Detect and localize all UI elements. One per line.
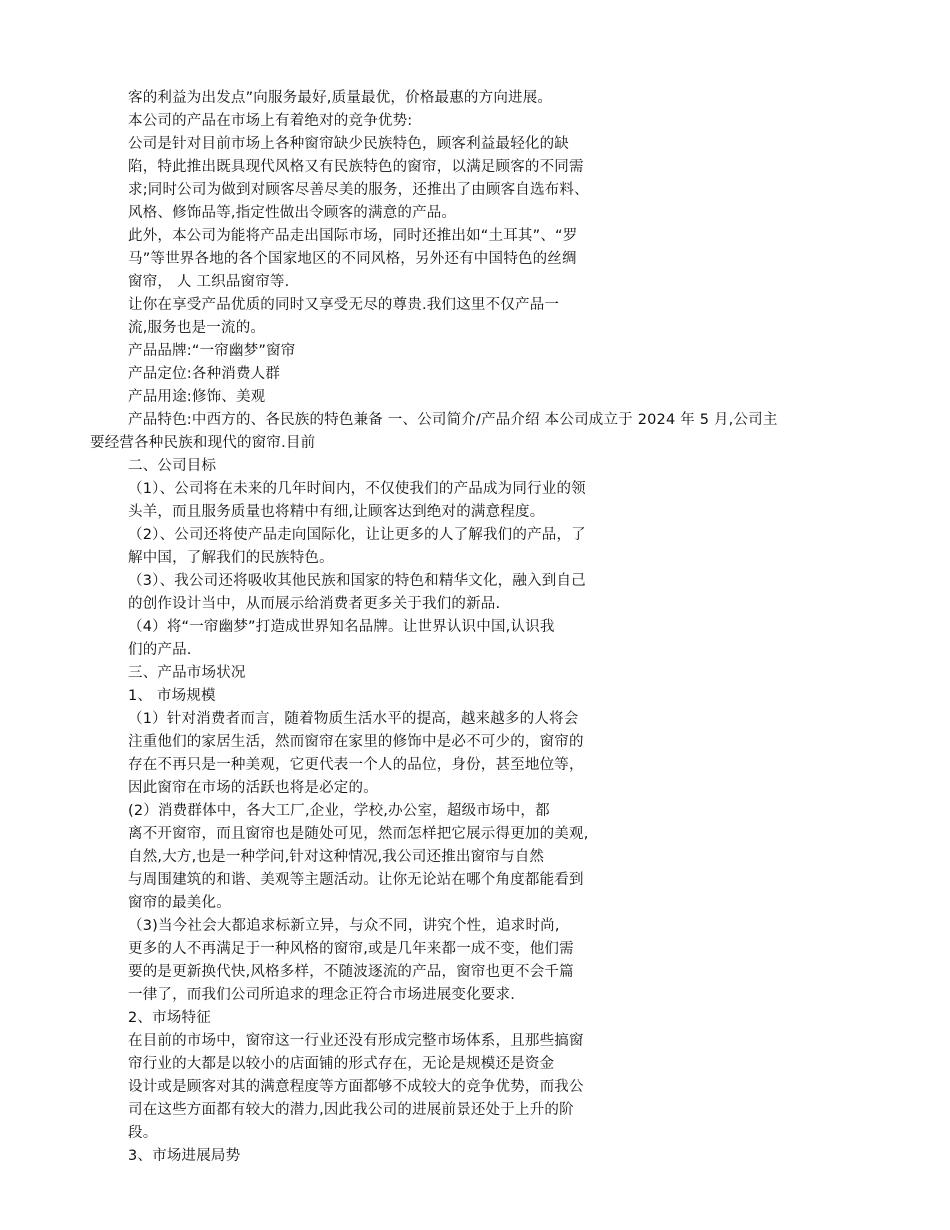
subsection-heading: 3、市场进展局势	[128, 1148, 241, 1164]
text-line: 注重他们的家居生活，然而窗帘在家里的修饰中是必不可少的，窗帘的	[128, 734, 584, 750]
subsection-heading: 2、市场特征	[128, 1010, 211, 1026]
text-line: 本公司的产品在市场上有着绝对的竞争优势:	[128, 113, 413, 129]
text-line: 产品定位:各种消费人群	[128, 366, 281, 382]
text-line: 要经营各种民族和现代的窗帘.目前	[90, 435, 316, 451]
text-line: 离不开窗帘，而且窗帘也是随处可见，然而怎样把它展示得更加的美观,	[128, 826, 589, 842]
text-line: 帘行业的大都是以较小的店面铺的形式存在，无论是规模还是资金	[128, 1056, 555, 1072]
text-line: 段。	[128, 1125, 158, 1141]
text-line: 客的利益为出发点”向服务最好,质量最优，价格最惠的方向进展。	[128, 90, 553, 106]
section-heading: 三、产品市场状况	[128, 665, 246, 681]
text-line: 马”等世界各地的各个国家地区的不同风格，另外还有中国特色的丝绸	[128, 251, 577, 267]
text-line: 头羊，而且服务质量也将精中有细,让顾客达到绝对的满意程度。	[128, 504, 545, 520]
text-line: 解中国，了解我们的民族特色。	[128, 550, 334, 566]
text-line: 陷，特此推出既具现代风格又有民族特色的窗帘，以满足顾客的不同需	[128, 159, 584, 175]
text-line: (2）消费群体中，各大工厂,企业，学校,办公室，超级市场中，都	[128, 803, 550, 819]
text-line: （1）、公司将在未来的几年时间内，不仅使我们的产品成为同行业的领	[128, 481, 586, 497]
text-line: （3）、我公司还将吸收其他民族和国家的特色和精华文化，融入到自己	[128, 573, 586, 589]
subsection-heading: 1、 市场规模	[128, 688, 216, 704]
text-line: 窗帘， 人 工织品窗帘等.	[128, 274, 290, 290]
text-line: （3)当今社会大都追求标新立异，与众不同，讲究个性，追求时尚,	[128, 918, 560, 934]
text-line: 存在不再只是一种美观，它更代表一个人的品位，身份，甚至地位等，	[128, 757, 584, 773]
text-line: 在目前的市场中，窗帘这一行业还没有形成完整市场体系，且那些搞窗	[128, 1033, 584, 1049]
text-line: 更多的人不再满足于一种风格的窗帘,或是几年来都一成不变，他们需	[128, 941, 574, 957]
text-line: 求;同时公司为做到对顾客尽善尽美的服务，还推出了由顾客自选布料、	[128, 182, 589, 198]
text-line: 产品品牌:“一帘幽梦”窗帘	[128, 343, 296, 359]
text-line: 与周围建筑的和谐、美观等主题活动。让你无论站在哪个角度都能看到	[128, 872, 584, 888]
text-line: 产品用途:修饰、美观	[128, 389, 266, 405]
text-line: 因此窗帘在市场的活跃也将是必定的。	[128, 780, 378, 796]
text-line: 的创作设计当中，从而展示给消费者更多关于我们的新品.	[128, 596, 501, 612]
text-line: 们的产品.	[128, 642, 192, 658]
text-line: 此外，本公司为能将产品走出国际市场，同时还推出如“土耳其”、“罗	[128, 228, 578, 244]
text-line: 公司是针对目前市场上各种窗帘缺少民族特色，顾客利益最轻化的缺	[128, 136, 569, 152]
text-line: 设计或是顾客对其的满意程度等方面都够不成较大的竞争优势，而我公	[128, 1079, 584, 1095]
text-line: 流,服务也是一流的。	[128, 320, 266, 336]
text-line: 一律了，而我们公司所追求的理念正符合市场进展变化要求.	[128, 987, 516, 1003]
text-line: 要的是更新换代快,风格多样，不随波逐流的产品，窗帘也更不会千篇	[128, 964, 574, 980]
text-line: 自然,大方,也是一种学问,针对这种情况,我公司还推出窗帘与自然	[128, 849, 545, 865]
text-line: 风格、修饰品等,指定性做出令顾客的满意的产品。	[128, 205, 457, 221]
text-line: （1）针对消费者而言，随着物质生活水平的提高，越来越多的人将会	[128, 711, 579, 727]
text-line: 窗帘的最美化。	[128, 895, 231, 911]
section-heading: 二、公司目标	[128, 458, 217, 474]
text-line: 司在这些方面都有较大的潜力,因此我公司的进展前景还处于上升的阶	[128, 1102, 574, 1118]
text-line: 让你在享受产品优质的同时又享受无尽的尊贵.我们这里不仅产品一	[128, 297, 560, 313]
text-line: （2）、公司还将使产品走向国际化，让让更多的人了解我们的产品，了	[128, 527, 586, 543]
text-line: 产品特色:中西方的、各民族的特色兼备 一、公司简介/产品介绍 本公司成立于 2024 年 5 月,公司主	[128, 412, 778, 428]
text-line: （4）将“一帘幽梦”打造成世界知名品牌。让世界认识中国,认识我	[128, 619, 555, 635]
